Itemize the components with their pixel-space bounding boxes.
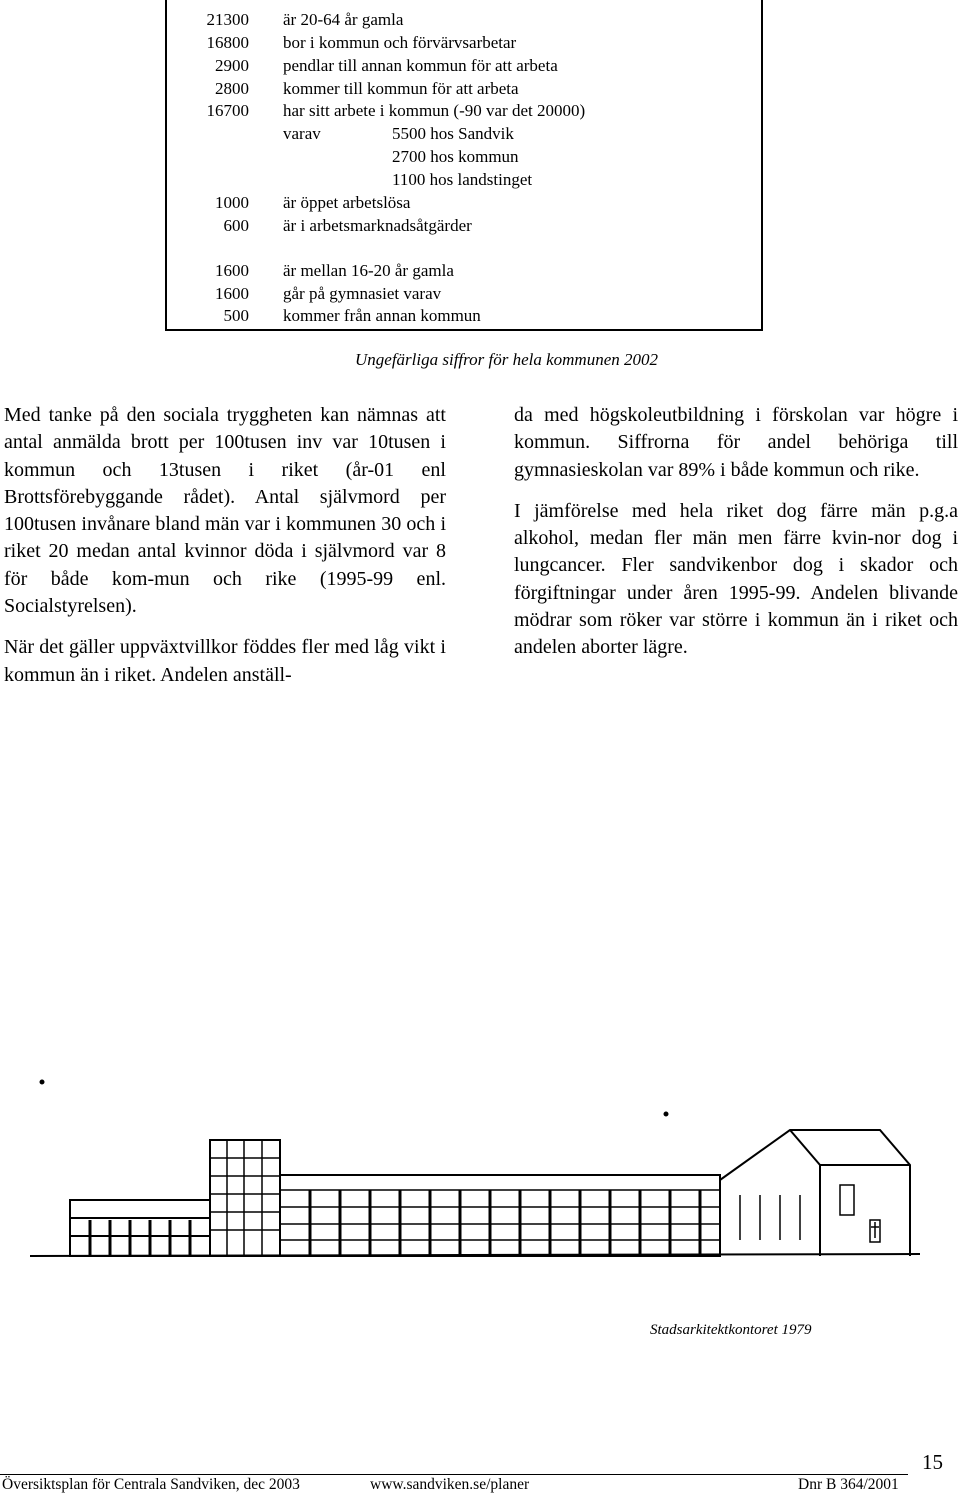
paragraph: da med högskoleutbildning i förskolan var högre i kommun. Siffrorna för andel behöriga till gymnasieskolan var 89% i både kommun och rike. <box>514 404 958 481</box>
stat-row <box>165 304 765 327</box>
stat-text: pendlar till annan kommun för att arbeta <box>283 56 558 75</box>
stat-number: 2900 <box>215 56 249 75</box>
stat-text: är öppet arbetslösa <box>283 193 411 212</box>
footer-divider <box>0 1474 908 1475</box>
stat-number: 2800 <box>215 79 249 98</box>
stat-row <box>165 8 765 31</box>
stat-text: bor i kommun och förvärvsarbetar <box>283 33 517 52</box>
stat-number: 1600 <box>215 284 249 303</box>
statistics-caption: Ungefärliga siffror för hela kommunen 2002 <box>355 350 658 369</box>
page-number: 15 <box>922 1450 943 1474</box>
varav-item: 1100 hos landstinget <box>392 170 533 189</box>
stat-row <box>165 54 765 77</box>
stat-text: går på gymnasiet varav <box>283 284 442 303</box>
stat-row <box>165 282 765 305</box>
footer-reference-number: Dnr B 364/2001 <box>798 1476 899 1493</box>
stat-text: kommer till kommun för att arbeta <box>283 79 519 98</box>
stat-number: 1000 <box>215 193 249 212</box>
paragraph: I jämförelse med hela riket dog färre män p.g.a alkohol, medan fler män men färre kvin-nor dog i lungcancer. Fler sandvikenbor dog i skador och förgiftningar under åren 1995-99. Andelen blivande mödrar som röker var större i kommun än i riket och andelen aborter lägre. <box>514 499 958 659</box>
varav-item: 5500 hos Sandvik <box>392 124 514 143</box>
stat-row <box>165 191 765 214</box>
drawing-credit: Stadsarkitektkontoret 1979 <box>650 1322 812 1338</box>
stat-text: varav <box>283 124 321 143</box>
footer-website-link[interactable]: www.sandviken.se/planer <box>370 1476 530 1493</box>
stat-text: är mellan 16-20 år gamla <box>283 261 454 280</box>
stat-text: kommer från annan kommun <box>283 306 481 325</box>
paragraph: Med tanke på den sociala tryggheten kan nämnas att antal anmälda brott per 100tusen inv var 10tusen i kommun och 13tusen i riket (år-01 enl Brottsförebyggande rådet). Antal självmord per 100tusen invånare bland män var i kommunen 30 och i riket 20 medan antal kvinnor döda i självmord var 8 för både kom-mun och rike (1995-99 enl. Socialstyrelsen). <box>4 404 446 618</box>
left-column <box>4 402 446 703</box>
stat-text: är 20-64 år gamla <box>283 10 404 29</box>
stat-row <box>165 259 765 282</box>
stat-row <box>165 214 765 237</box>
right-column <box>514 402 958 676</box>
stat-number: 16700 <box>206 101 249 120</box>
stat-number: 21300 <box>206 10 249 29</box>
paragraph: När det gäller uppväxtvillkor föddes fler med låg vikt i kommun än i riket. Andelen anställ- <box>4 636 446 686</box>
stat-number: 600 <box>223 216 249 235</box>
stat-text: är i arbetsmarknadsåtgärder <box>283 216 472 235</box>
stat-text: har sitt arbete i kommun (-90 var det 20000) <box>283 101 586 120</box>
stat-row <box>165 77 765 100</box>
stat-number: 1600 <box>215 261 249 280</box>
stat-row <box>165 99 765 122</box>
building-line-drawing <box>30 1070 930 1270</box>
stat-number: 500 <box>223 306 249 325</box>
footer-document-title: Översiktsplan för Centrala Sandviken, dec 2003 <box>2 1476 300 1493</box>
varav-item: 2700 hos kommun <box>392 147 519 166</box>
stat-row <box>165 31 765 54</box>
stat-number: 16800 <box>206 33 249 52</box>
